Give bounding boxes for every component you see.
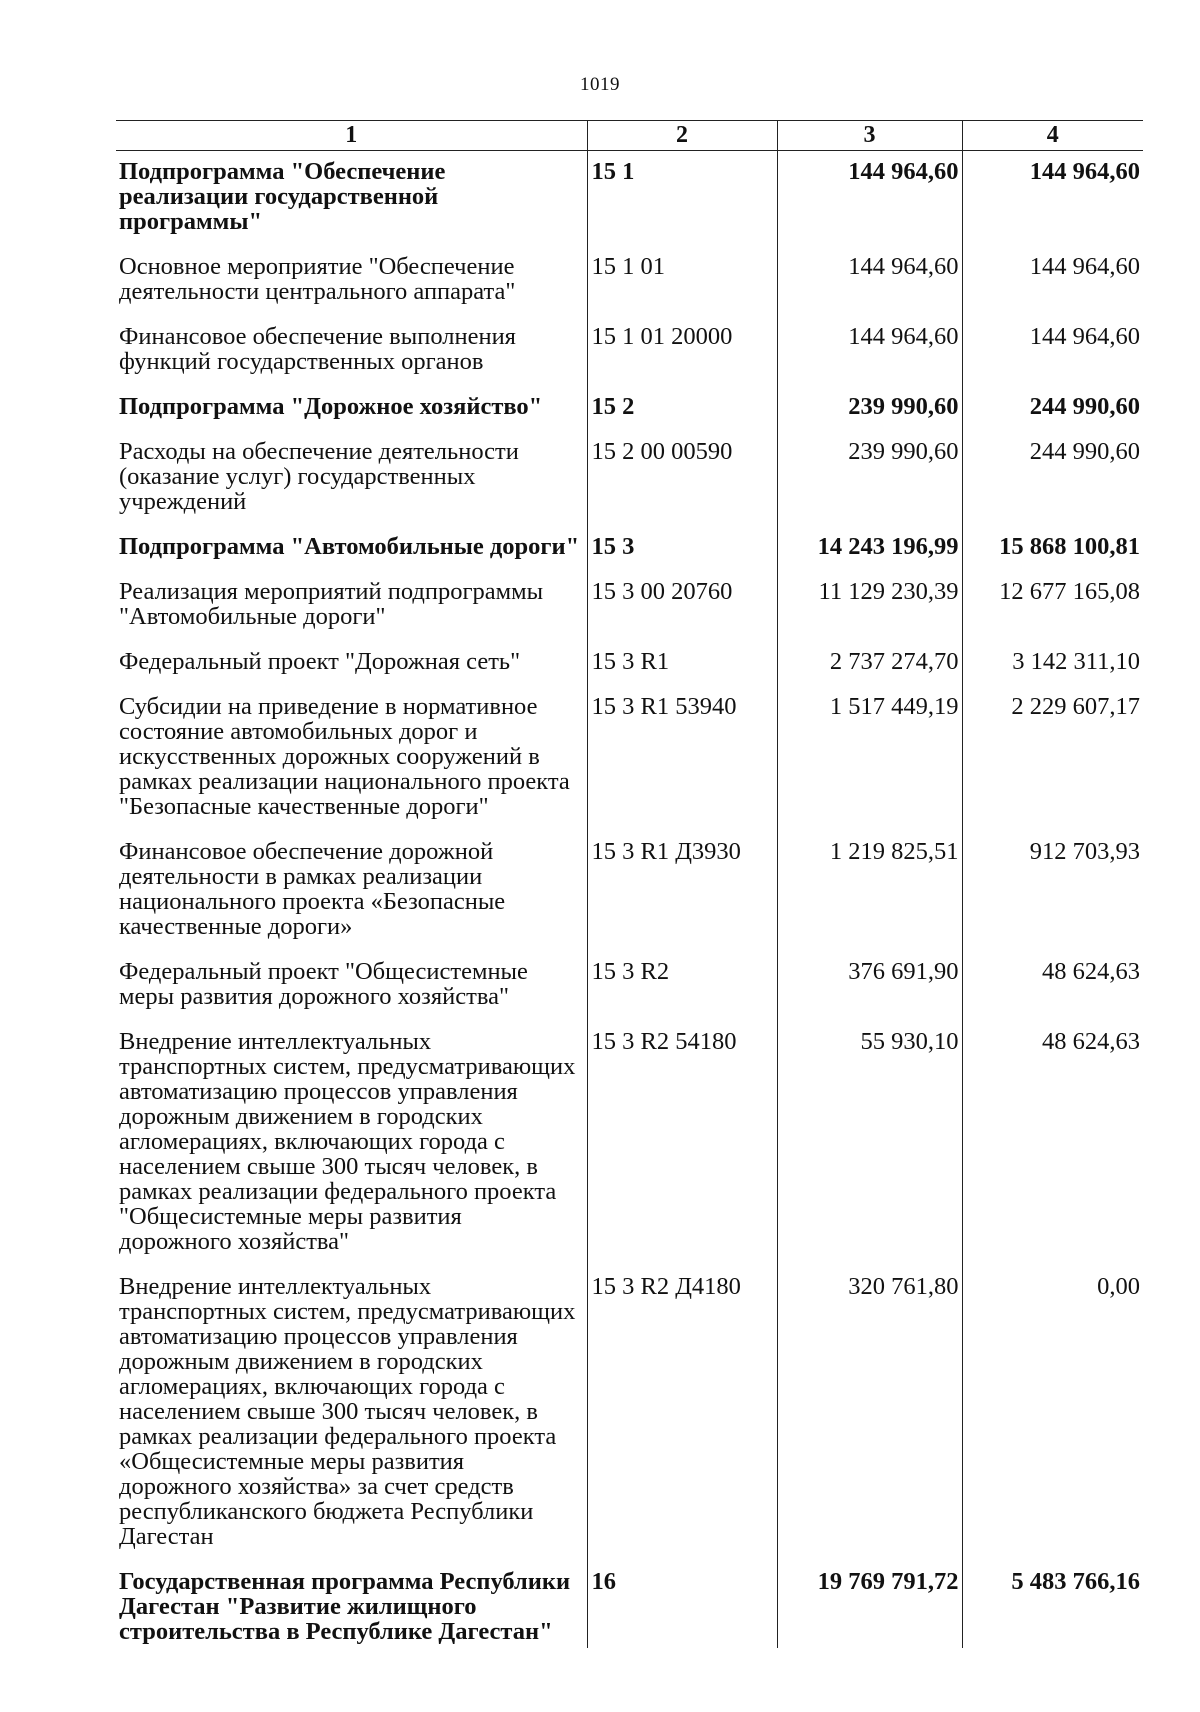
header-row bbox=[116, 121, 1143, 151]
row-value-col3: 1 219 825,51 bbox=[777, 829, 962, 949]
row-code: 15 1 bbox=[587, 151, 777, 245]
table-row bbox=[116, 1019, 1143, 1264]
row-value-col3: 376 691,90 bbox=[777, 949, 962, 1019]
row-value-col4: 48 624,63 bbox=[962, 1019, 1143, 1264]
table-row bbox=[116, 244, 1143, 314]
row-value-col4: 0,00 bbox=[962, 1264, 1143, 1559]
table-row bbox=[116, 684, 1143, 829]
row-name: Федеральный проект "Общесистемные меры развития дорожного хозяйства" bbox=[119, 958, 528, 1010]
table-row bbox=[116, 1559, 1143, 1648]
row-name: Внедрение интеллектуальных транспортных систем, предусматривающих автоматизацию процессов управления дорожным движением в городских агломерациях, включающих города с населением свыше 300 тысяч человек, в рамках реализации федерального проекта "Общесистемные меры развития дорожного хозяйства" bbox=[119, 1028, 576, 1255]
column-header-3: 3 bbox=[777, 121, 962, 151]
row-name: Государственная программа Республики Дагестан "Развитие жилищного строительства в Республике Дагестан" bbox=[119, 1568, 571, 1645]
table-row bbox=[116, 524, 1143, 569]
row-value-col4: 144 964,60 bbox=[962, 244, 1143, 314]
row-code: 15 3 R2 54180 bbox=[587, 1019, 777, 1264]
table-row bbox=[116, 1264, 1143, 1559]
column-header-2: 2 bbox=[587, 121, 777, 151]
column-header-4: 4 bbox=[962, 121, 1143, 151]
row-value-col3: 320 761,80 bbox=[777, 1264, 962, 1559]
table-row bbox=[116, 314, 1143, 384]
row-value-col4: 2 229 607,17 bbox=[962, 684, 1143, 829]
row-name: Подпрограмма "Дорожное хозяйство" bbox=[119, 393, 543, 420]
table-row bbox=[116, 429, 1143, 524]
row-code: 15 3 00 20760 bbox=[587, 569, 777, 639]
row-code: 15 2 bbox=[587, 384, 777, 429]
row-code: 15 3 R2 bbox=[587, 949, 777, 1019]
row-code: 15 1 01 bbox=[587, 244, 777, 314]
row-value-col3: 144 964,60 bbox=[777, 151, 962, 245]
row-name: Расходы на обеспечение деятельности (оказание услуг) государственных учреждений bbox=[119, 438, 519, 515]
row-value-col3: 144 964,60 bbox=[777, 244, 962, 314]
table-row bbox=[116, 384, 1143, 429]
row-code: 15 3 bbox=[587, 524, 777, 569]
table-row bbox=[116, 949, 1143, 1019]
row-value-col3: 1 517 449,19 bbox=[777, 684, 962, 829]
row-name: Финансовое обеспечение дорожной деятельности в рамках реализации национального проекта «Безопасные качественные дороги» bbox=[119, 838, 506, 940]
row-name: Внедрение интеллектуальных транспортных систем, предусматривающих автоматизацию процессов управления дорожным движением в городских агломерациях, включающих города с населением свыше 300 тысяч человек, в рамках реализации федерального проекта «Общесистемные меры развития дорожного хозяйства» за счет средств республиканского бюджета Республики Дагестан bbox=[119, 1273, 576, 1550]
row-name: Субсидии на приведение в нормативное состояние автомобильных дорог и искусственных дорожных сооружений в рамках реализации национального проекта "Безопасные качественные дороги" bbox=[119, 693, 570, 820]
row-value-col4: 244 990,60 bbox=[962, 429, 1143, 524]
row-name: Федеральный проект "Дорожная сеть" bbox=[119, 648, 521, 675]
row-code: 15 3 R1 bbox=[587, 639, 777, 684]
table-row bbox=[116, 829, 1143, 949]
row-value-col3: 239 990,60 bbox=[777, 384, 962, 429]
row-value-col4: 3 142 311,10 bbox=[962, 639, 1143, 684]
row-name: Финансовое обеспечение выполнения функций государственных органов bbox=[119, 323, 516, 375]
table-row bbox=[116, 569, 1143, 639]
row-code: 16 bbox=[587, 1559, 777, 1648]
row-value-col4: 5 483 766,16 bbox=[962, 1559, 1143, 1648]
row-value-col3: 11 129 230,39 bbox=[777, 569, 962, 639]
row-value-col3: 14 243 196,99 bbox=[777, 524, 962, 569]
row-code: 15 3 R1 53940 bbox=[587, 684, 777, 829]
row-value-col4: 144 964,60 bbox=[962, 314, 1143, 384]
row-code: 15 1 01 20000 bbox=[587, 314, 777, 384]
row-name: Основное мероприятие "Обеспечение деятельности центрального аппарата" bbox=[119, 253, 516, 305]
row-value-col3: 55 930,10 bbox=[777, 1019, 962, 1264]
row-value-col3: 2 737 274,70 bbox=[777, 639, 962, 684]
row-name: Реализация мероприятий подпрограммы "Автомобильные дороги" bbox=[119, 578, 544, 630]
row-code: 15 3 R2 Д4180 bbox=[587, 1264, 777, 1559]
row-value-col4: 144 964,60 bbox=[962, 151, 1143, 245]
table-row bbox=[116, 639, 1143, 684]
table-header bbox=[116, 121, 1143, 151]
table-body bbox=[116, 151, 1143, 1649]
row-code: 15 3 R1 Д3930 bbox=[587, 829, 777, 949]
row-value-col4: 244 990,60 bbox=[962, 384, 1143, 429]
row-name: Подпрограмма "Обеспечение реализации государственной программы" bbox=[119, 158, 446, 235]
page-number: 1019 bbox=[580, 74, 620, 95]
row-value-col4: 15 868 100,81 bbox=[962, 524, 1143, 569]
column-header-1: 1 bbox=[116, 121, 587, 151]
budget-table bbox=[116, 120, 1143, 1648]
table-row bbox=[116, 151, 1143, 245]
row-value-col4: 12 677 165,08 bbox=[962, 569, 1143, 639]
row-value-col4: 912 703,93 bbox=[962, 829, 1143, 949]
row-value-col3: 239 990,60 bbox=[777, 429, 962, 524]
row-value-col3: 144 964,60 bbox=[777, 314, 962, 384]
row-value-col3: 19 769 791,72 bbox=[777, 1559, 962, 1648]
row-value-col4: 48 624,63 bbox=[962, 949, 1143, 1019]
row-name: Подпрограмма "Автомобильные дороги" bbox=[119, 533, 580, 560]
row-code: 15 2 00 00590 bbox=[587, 429, 777, 524]
